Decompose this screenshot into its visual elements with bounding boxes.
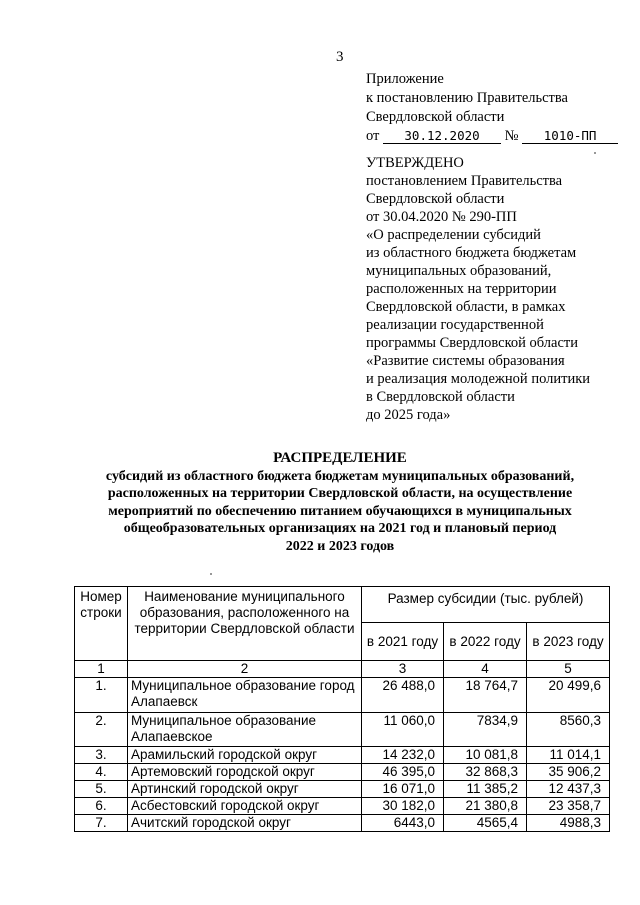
title-main: РАСПРЕДЕЛЕНИЕ bbox=[273, 450, 407, 466]
approved-line: до 2025 года» bbox=[366, 407, 451, 423]
header-year-2022: в 2022 году bbox=[444, 623, 527, 661]
approved-line: расположенных на территории bbox=[366, 281, 557, 297]
decree-number-value: 1010-ПП bbox=[522, 128, 618, 144]
row-number: 2. bbox=[75, 713, 128, 747]
appendix-line: к постановлению Правительства bbox=[366, 90, 568, 106]
approved-line: реализации государственной bbox=[366, 317, 544, 333]
amount-2022: 32 868,3 bbox=[444, 764, 527, 781]
scan-mark bbox=[210, 573, 212, 575]
amount-2023: 20 499,6 bbox=[527, 678, 610, 713]
table-row bbox=[75, 747, 610, 764]
approved-line: Свердловской области bbox=[366, 191, 505, 207]
row-number: 3. bbox=[75, 747, 128, 764]
amount-2022: 11 385,2 bbox=[444, 781, 527, 798]
header-municipality-name: Наименование муниципального образования, расположенного на территории Свердловской области bbox=[128, 587, 362, 661]
approved-heading: УТВЕРЖДЕНО bbox=[366, 155, 464, 171]
approved-line: из областного бюджета бюджетам bbox=[366, 245, 577, 261]
approved-line: муниципальных образований, bbox=[366, 263, 552, 279]
number-prefix: № bbox=[504, 128, 519, 144]
column-number: 5 bbox=[527, 661, 610, 678]
row-number: 4. bbox=[75, 764, 128, 781]
table-row bbox=[75, 798, 610, 815]
approved-line: и реализация молодежной политики bbox=[366, 371, 591, 387]
amount-2021: 30 182,0 bbox=[362, 798, 444, 815]
amount-2023: 23 358,7 bbox=[527, 798, 610, 815]
municipality-name: Муниципальное образование город Алапаевск bbox=[128, 678, 362, 713]
row-number: 7. bbox=[75, 815, 128, 832]
amount-2021: 11 060,0 bbox=[362, 713, 444, 747]
subsidy-table bbox=[74, 586, 610, 832]
row-number: 1. bbox=[75, 678, 128, 713]
document-title bbox=[60, 450, 620, 556]
municipality-name: Асбестовский городской округ bbox=[128, 798, 362, 815]
column-number: 2 bbox=[128, 661, 362, 678]
amount-2021: 26 488,0 bbox=[362, 678, 444, 713]
amount-2022: 21 380,8 bbox=[444, 798, 527, 815]
header-year-2021: в 2021 году bbox=[362, 623, 444, 661]
amount-2023: 35 906,2 bbox=[527, 764, 610, 781]
amount-2021: 16 071,0 bbox=[362, 781, 444, 798]
approved-line: Свердловской области, в рамках bbox=[366, 299, 566, 315]
table-row bbox=[75, 815, 610, 832]
appendix-date-line bbox=[366, 127, 626, 146]
amount-2021: 14 232,0 bbox=[362, 747, 444, 764]
approved-block bbox=[366, 154, 636, 424]
amount-2023: 11 014,1 bbox=[527, 747, 610, 764]
municipality-name: Арамильский городской округ bbox=[128, 747, 362, 764]
appendix-line: Свердловской области bbox=[366, 109, 505, 125]
municipality-name: Артинский городской округ bbox=[128, 781, 362, 798]
amount-2023: 8560,3 bbox=[527, 713, 610, 747]
header-year-2023: в 2023 году bbox=[527, 623, 610, 661]
header-subsidy-amount: Размер субсидии (тыс. рублей) bbox=[362, 587, 610, 623]
title-line: 2022 и 2023 годов bbox=[285, 538, 395, 554]
amount-2022: 18 764,7 bbox=[444, 678, 527, 713]
date-prefix: от bbox=[366, 128, 380, 144]
column-number: 4 bbox=[444, 661, 527, 678]
column-number: 3 bbox=[362, 661, 444, 678]
approved-line: «Развитие системы образования bbox=[366, 353, 565, 369]
amount-2021: 6443,0 bbox=[362, 815, 444, 832]
approved-line: «О распределении субсидий bbox=[366, 227, 541, 243]
table-row bbox=[75, 764, 610, 781]
appendix-line: Приложение bbox=[366, 71, 444, 87]
approved-line: от 30.04.2020 № 290-ПП bbox=[366, 209, 517, 225]
header-row-number: Номер строки bbox=[75, 587, 128, 661]
amount-2021: 46 395,0 bbox=[362, 764, 444, 781]
row-number: 6. bbox=[75, 798, 128, 815]
amount-2022: 4565,4 bbox=[444, 815, 527, 832]
amount-2022: 10 081,8 bbox=[444, 747, 527, 764]
amount-2022: 7834,9 bbox=[444, 713, 527, 747]
municipality-name: Ачитский городской округ bbox=[128, 815, 362, 832]
table-row bbox=[75, 678, 610, 713]
page-number: 3 bbox=[336, 49, 344, 65]
municipality-name: Муниципальное образование Алапаевское bbox=[128, 713, 362, 747]
title-line: расположенных на территории Свердловской области, на осуществление bbox=[107, 486, 573, 502]
title-line: мероприятий по обеспечению питанием обучающихся в муниципальных bbox=[108, 503, 572, 519]
approved-line: в Свердловской области bbox=[366, 389, 515, 405]
amount-2023: 4988,3 bbox=[527, 815, 610, 832]
table-row bbox=[75, 713, 610, 747]
column-number: 1 bbox=[75, 661, 128, 678]
municipality-name: Артемовский городской округ bbox=[128, 764, 362, 781]
approved-line: программы Свердловской области bbox=[366, 335, 579, 351]
date-value: 30.12.2020 bbox=[383, 128, 501, 144]
approved-line: постановлением Правительства bbox=[366, 173, 563, 189]
appendix-block bbox=[366, 70, 626, 146]
title-line: субсидий из областного бюджета бюджетам муниципальных образований, bbox=[105, 468, 575, 484]
amount-2023: 12 437,3 bbox=[527, 781, 610, 798]
table-row bbox=[75, 781, 610, 798]
title-line: общеобразовательных организациях на 2021 год и плановый период bbox=[123, 521, 557, 537]
row-number: 5. bbox=[75, 781, 128, 798]
